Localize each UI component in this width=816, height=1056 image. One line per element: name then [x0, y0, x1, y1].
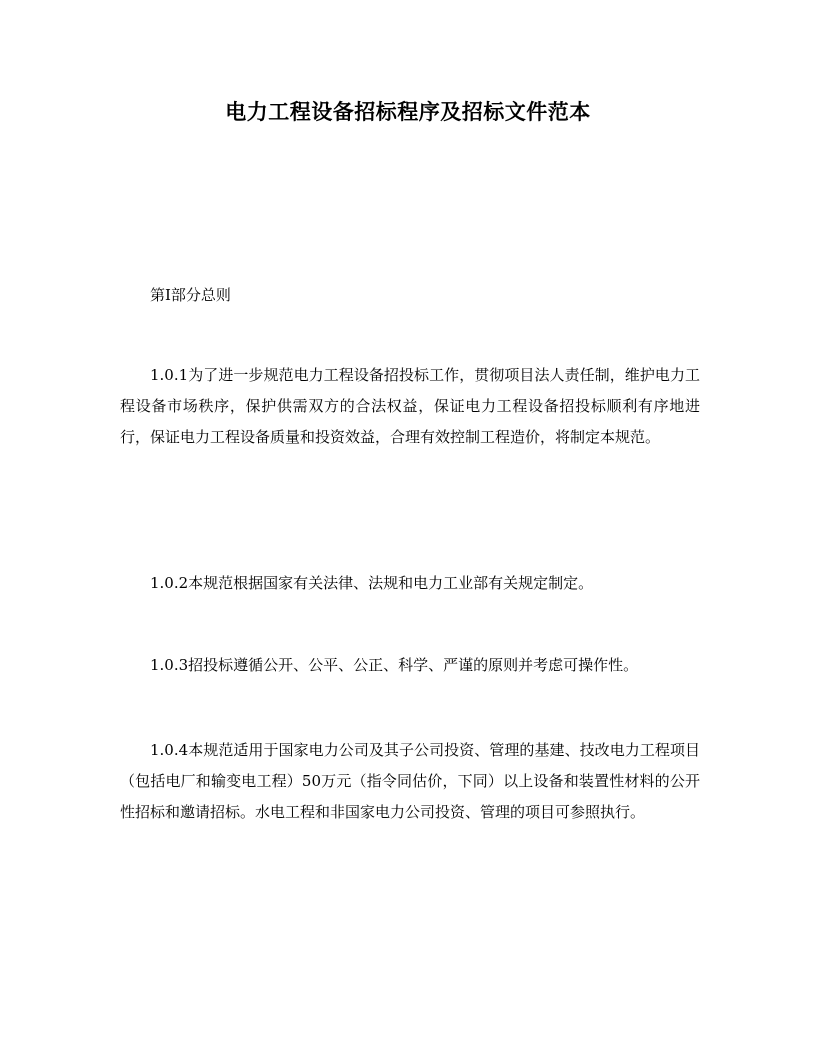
document-title: 电力工程设备招标程序及招标文件范本 — [225, 99, 591, 124]
paragraph-1-0-1: 1.0.1为了进一步规范电力工程设备招投标工作，贯彻项目法人责任制，维护电力工程设备市场秩序，保护供需双方的合法权益，保证电力工程设备招投标顺利有序地进行，保证电力工程设备质量和投资效益，合理有效控制工程造价，将制定本规范。 — [120, 366, 700, 446]
paragraph-1-0-4: 1.0.4本规范适用于国家电力公司及其子公司投资、管理的基建、技改电力工程项目（包括电厂和输变电工程）50万元（指令同估价，下同）以上设备和装置性材料的公开性招标和邀请招标。水电工程和非国家电力公司投资、管理的项目可参照执行。 — [120, 741, 700, 821]
paragraph-1-0-3: 1.0.3招投标遵循公开、公平、公正、科学、严谨的原则并考虑可操作性。 — [150, 656, 639, 674]
paragraph-1-0-2: 1.0.2本规范根据国家有关法律、法规和电力工业部有关规定制定。 — [150, 574, 594, 592]
section-heading: 第I部分总则 — [150, 286, 231, 304]
